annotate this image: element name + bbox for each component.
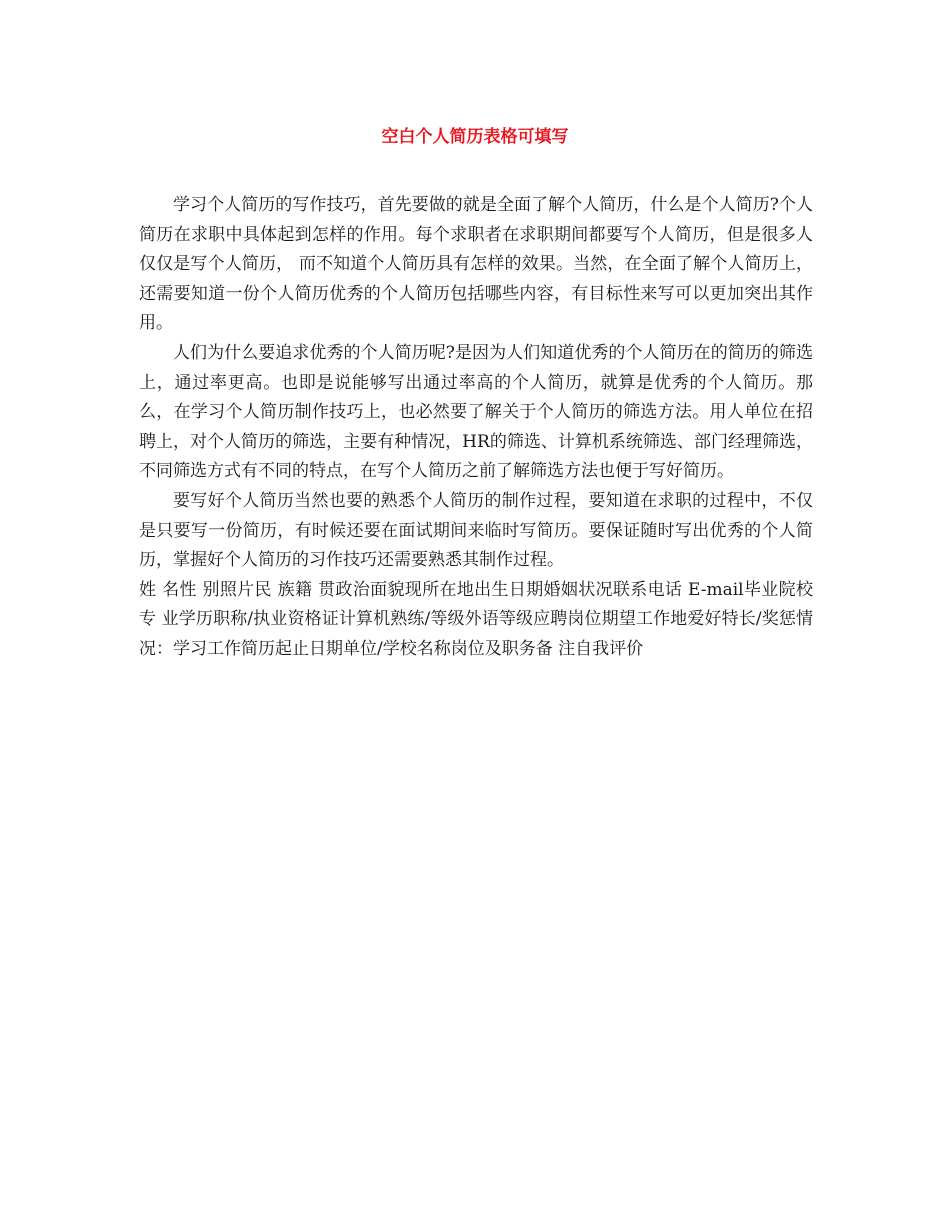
resume-fields-text: 姓 名性 别照片民 族籍 贯政治面貌现所在地出生日期婚姻状况联系电话 E-mail毕业院校专 业学历职称/执业资格证计算机熟练/等级外语等级应聘岗位期望工作地爱好特长/奖惩情况：学习工作简历起止日期单位/学校名称岗位及职务备 注自我评价 <box>139 579 813 659</box>
paragraph: 要写好个人简历当然也要的熟悉个人简历的制作过程，要知道在求职的过程中，不仅是只要写一份简历，有时候还要在面试期间来临时写简历。要保证随时写出优秀的个人简历，掌握好个人简历的习作技巧还需要熟悉其制作过程。 <box>139 490 813 571</box>
document-title: 空白个人简历表格可填写 <box>381 127 569 147</box>
paragraph: 学习个人简历的写作技巧，首先要做的就是全面了解个人简历，什么是个人简历?个人简历在求职中具体起到怎样的作用。每个求职者在求职期间都要写个人简历，但是很多人仅仅是写个人简历， 而不知道个人简历具有怎样的效果。当然，在全面了解个人简历上，还需要知道一份个人简历优秀的个人简历包括哪些内容，有目标性来写可以更加突出其作用。 <box>139 195 813 334</box>
document-body <box>139 191 813 665</box>
paragraph: 人们为什么要追求优秀的个人简历呢?是因为人们知道优秀的个人简历在的简历的筛选上，通过率更高。也即是说能够写出通过率高的个人简历，就算是优秀的个人简历。那么，在学习个人简历制作技巧上，也必然要了解关于个人简历的筛选方法。用人单位在招聘上，对个人简历的筛选，主要有种情况，HR的筛选、计算机系统筛选、部门经理筛选，不同筛选方式有不同的特点，在写个人简历之前了解筛选方法也便于写好简历。 <box>139 342 813 482</box>
